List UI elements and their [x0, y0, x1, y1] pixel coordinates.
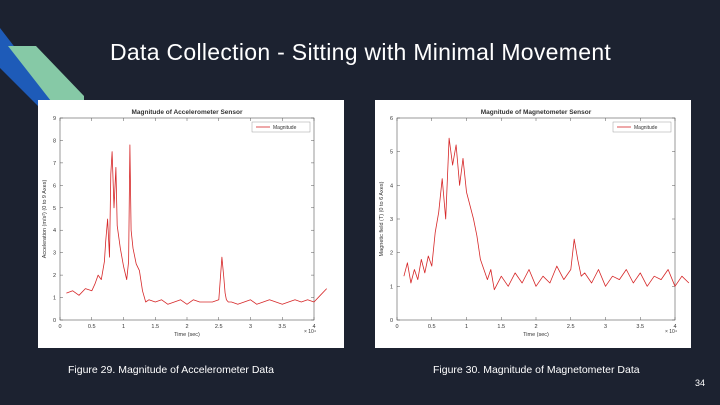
- page-number: 34: [694, 378, 705, 388]
- y-tick-label: 5: [389, 149, 393, 156]
- y-tick-label: 6: [389, 116, 393, 122]
- figure-29-caption: Figure 29. Magnitude of Accelerometer Data: [68, 364, 275, 376]
- plot-area: [397, 118, 675, 320]
- accelerometer-chart: [38, 100, 344, 348]
- corner-decoration: [0, 0, 90, 110]
- x-tick-label: 2.5: [214, 324, 223, 330]
- y-tick-label: 9: [52, 116, 56, 122]
- x-tick-label: 3.5: [636, 324, 645, 330]
- accelerometer-figure: [38, 100, 344, 348]
- x-axis-multiplier: × 10⁴: [303, 329, 316, 335]
- y-tick-label: 4: [52, 228, 56, 235]
- x-tick-label: 1.5: [151, 324, 160, 330]
- x-tick-label: 0: [395, 324, 399, 330]
- x-tick-label: 1.5: [497, 324, 506, 330]
- x-axis-label: Time (sec): [174, 332, 200, 338]
- y-tick-label: 1: [52, 295, 56, 302]
- x-tick-label: 3: [248, 324, 253, 330]
- y-axis-label: Magnetic field (T) (0 to 6 Axes): [379, 181, 385, 257]
- x-tick-label: 1: [121, 324, 126, 330]
- slide-title: Data Collection - Sitting with Minimal Movement: [110, 39, 612, 65]
- x-tick-label: 2: [185, 324, 189, 330]
- x-tick-label: 0.5: [427, 324, 436, 330]
- legend-label: Magnitude: [273, 125, 297, 131]
- x-tick-label: 0.5: [87, 324, 96, 330]
- x-tick-label: 2.5: [566, 324, 575, 330]
- y-tick-label: 4: [389, 183, 393, 190]
- x-tick-label: 2: [534, 324, 538, 330]
- x-tick-label: 0: [58, 324, 62, 330]
- magnetometer-figure: [375, 100, 691, 348]
- y-tick-label: 3: [52, 250, 56, 257]
- y-tick-label: 7: [52, 160, 56, 167]
- magnetometer-chart: [375, 100, 691, 348]
- x-tick-label: 3: [603, 324, 608, 330]
- x-tick-label: 1: [464, 324, 469, 330]
- x-axis-label: Time (sec): [523, 332, 549, 338]
- x-tick-label: 4: [673, 324, 677, 330]
- chart-title: Magnitude of Magnetometer Sensor: [480, 109, 592, 116]
- y-axis-label: Acceleration (m/s²) (0 to 9 Axes): [42, 179, 48, 259]
- y-tick-label: 3: [389, 217, 393, 223]
- chart-title: Magnitude of Accelerometer Sensor: [131, 109, 243, 116]
- y-tick-label: 8: [52, 138, 56, 145]
- figure-30-caption: Figure 30. Magnitude of Magnetometer Data: [433, 364, 640, 376]
- legend-label: Magnitude: [634, 125, 658, 131]
- x-axis-multiplier: × 10⁴: [664, 329, 677, 335]
- y-tick-label: 2: [389, 250, 393, 257]
- plot-area: [60, 118, 314, 320]
- y-tick-label: 1: [389, 284, 393, 291]
- y-tick-label: 0: [389, 318, 393, 324]
- x-tick-label: 3.5: [278, 324, 287, 330]
- y-tick-label: 6: [52, 183, 56, 190]
- y-tick-label: 5: [52, 205, 56, 212]
- y-tick-label: 0: [52, 318, 56, 324]
- x-tick-label: 4: [312, 324, 316, 330]
- y-tick-label: 2: [52, 273, 56, 280]
